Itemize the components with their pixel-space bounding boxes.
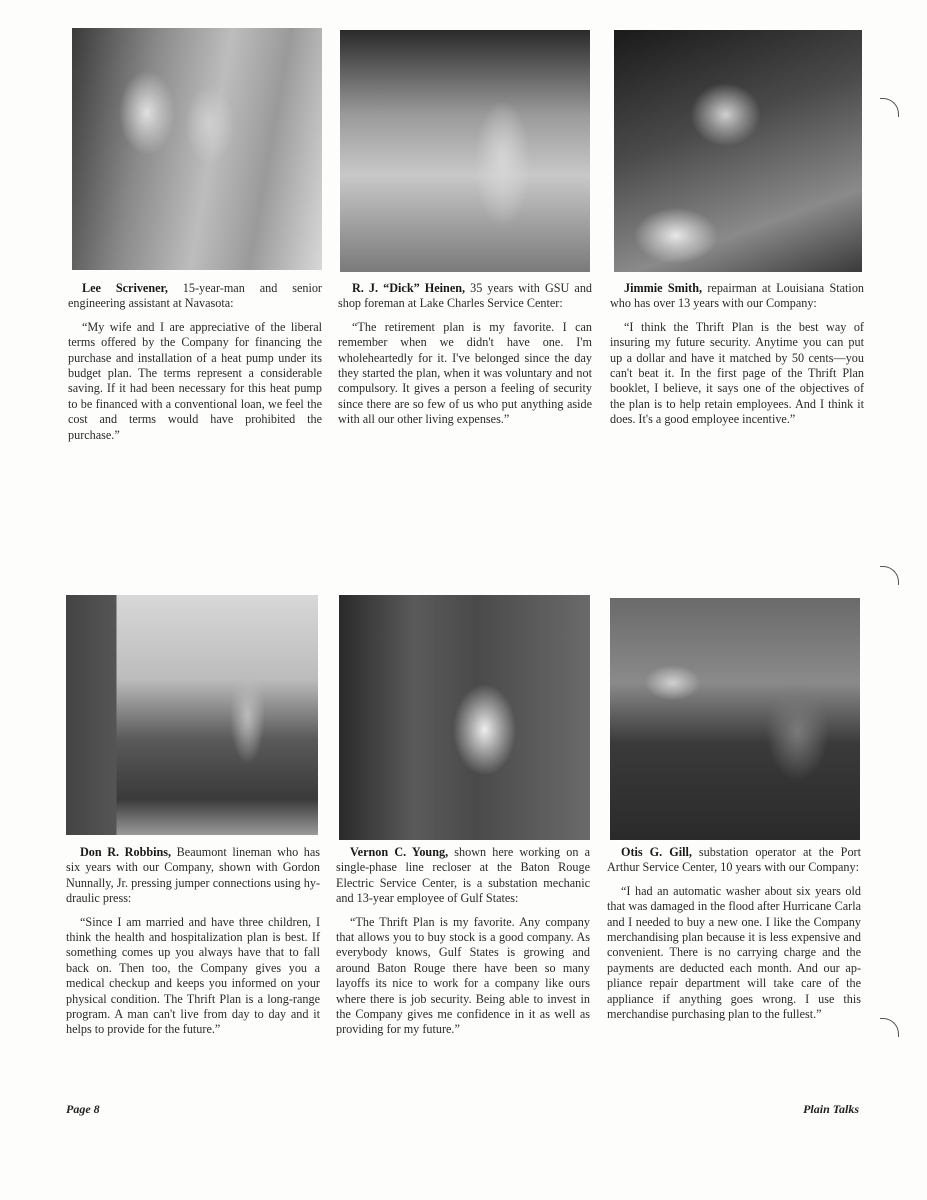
caption-jimmie-smith xyxy=(610,281,864,436)
photo-jimmie-smith xyxy=(614,30,862,272)
photo-otis-gill xyxy=(610,598,860,840)
publication-name: Plain Talks xyxy=(803,1102,859,1116)
person-name: Vernon C. Young, xyxy=(350,845,449,859)
person-description: shown here working on a single-phase line recloser at the Baton Rouge Electric Service Center, is a substation mechanic and 13-year employee of Gulf States: xyxy=(336,845,590,906)
page-number: Page 8 xyxy=(66,1102,100,1116)
binder-mark-icon xyxy=(880,566,899,585)
binder-mark-icon xyxy=(880,1018,899,1037)
person-description: 35 years with GSU and shop foreman at Lake Charles Service Center: xyxy=(338,281,593,311)
caption-otis-gill xyxy=(607,845,861,1030)
person-name: Lee Scrivener, xyxy=(82,281,168,295)
caption-lee-scrivener xyxy=(68,281,322,451)
person-description: 15-year-man and senior engineering assistant at Navasota: xyxy=(68,281,322,311)
photo-lee-scrivener xyxy=(72,28,322,270)
binder-mark-icon xyxy=(880,98,899,117)
quote: “I had an automatic washer about six years old that was damaged in the flood after Hurricane Carla and I needed to buy a new one. I like the Company merchandising plan because it is less expensive and convenient. There is no carrying charge and the payments are deducted each month. And our appliance repair department will take care of the appliance if anything goes wrong. I use this merchandise purchasing plan to the fullest.” xyxy=(607,883,861,1022)
person-description: substation operator at the Port Arthur Service Center, 10 years with our Company: xyxy=(607,845,861,875)
person-name: Otis G. Gill, xyxy=(621,845,692,859)
person-description: repairman at Louisiana Station who has over 13 years with our Company: xyxy=(610,281,865,311)
caption-vernon-young xyxy=(336,845,590,1046)
caption-dick-heinen xyxy=(338,281,592,436)
caption-don-robbins xyxy=(66,845,320,1046)
person-name: Jimmie Smith, xyxy=(624,281,703,295)
person-description: Beaumont lineman who has six years with our Company, shown with Gordon Nunnally, Jr. pressing jumper connections using hydraulic press: xyxy=(66,845,320,906)
photo-vernon-young xyxy=(339,595,590,840)
quote: “I think the Thrift Plan is the best way of insuring my future security. Anytime you can put up a dollar and have it matched by 50 cents—you can't beat it. In the first page of the Thrift Plan booklet, I believe, it says one of the objectives of the plan is to help retain employees. And I think it does. It's a good employee incentive.” xyxy=(610,319,864,427)
person-name: R. J. “Dick” Heinen, xyxy=(352,281,466,295)
photo-dick-heinen xyxy=(340,30,590,272)
quote: “The Thrift Plan is my favorite. Any company that allows you to buy stock is a good company. As everybody knows, Gulf States is growing and around Baton Rouge there have been so many layoffs its nice to work for a company like ours where there is job security. Being able to invest in the Company gives me confidence in it as well as providing for my future.” xyxy=(336,914,590,1037)
photo-don-robbins xyxy=(66,595,318,835)
person-name: Don R. Robbins, xyxy=(80,845,172,859)
quote: “My wife and I are appreciative of the liberal terms offered by the Company for financing the purchase and installation of a heat pump under its budget plan. The terms represent a considerable saving. If it had been necessary for this heat pump to be financed with a conventional loan, we feel the cost and terms would have prohibited the purchase.” xyxy=(68,319,322,442)
quote: “Since I am married and have three children, I think the health and hospitalization plan is best. If something comes up you always have that to fall back on. Then too, the Company gives you a medical checkup and keeps you informed on your physical condition. The Thrift Plan is a long-range program. A man can't live from day to day and it helps to provide for the future.” xyxy=(66,914,320,1037)
quote: “The retirement plan is my favorite. I can remember when we didn't have one. I'm wholeheartedly for it. I've belonged since the day they started the plan, when it was voluntary and not compulsory. It gives a person a feeling of security since there are so few of us who put anything aside with all our other living expenses.” xyxy=(338,319,592,427)
